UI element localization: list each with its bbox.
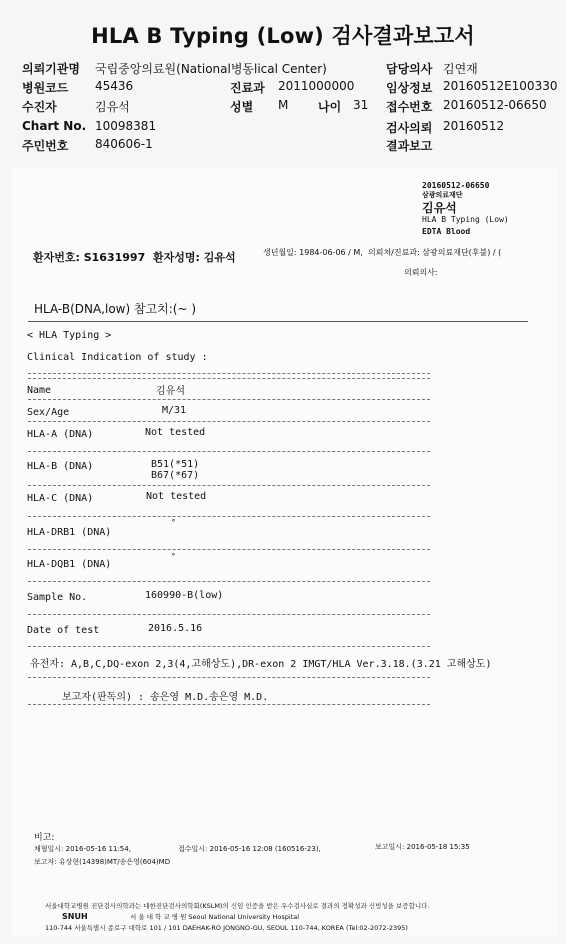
patient-dob: 생년월일: 1984-06-06 / M, xyxy=(263,248,363,257)
chart-no-label: Chart No. xyxy=(22,119,87,133)
examinee-label: 수진자 xyxy=(22,100,57,114)
dept-value: 2011000000 xyxy=(278,79,355,93)
row-divider xyxy=(28,646,430,647)
row-divider xyxy=(28,614,430,615)
doctor-label: 담당의사 xyxy=(386,62,433,76)
row-label-sex-age: Sex/Age xyxy=(27,407,70,418)
row-value-name: 김유석 xyxy=(156,386,185,397)
request-org-label: 의뢰기관명 xyxy=(22,62,80,76)
clinical-indication: Clinical Indication of study : xyxy=(27,352,208,363)
result-report-label: 결과보고 xyxy=(386,139,433,153)
report-title: HLA B Typing (Low) 검사결과보고서 xyxy=(91,24,475,48)
request-org-value: 국립중앙의료원(National병동lical Center) xyxy=(95,62,327,76)
hospital-code-value: 45436 xyxy=(95,79,134,93)
row-divider xyxy=(28,373,430,374)
doctor-value: 김연재 xyxy=(443,62,478,76)
gene-locus-note: 유전자: A,B,C,DQ-exon 2,3(4,고해상도),DR-exon 2 IMGT/HLA Ver.3.18.(3.21 고해상도) xyxy=(30,659,492,670)
hospital-address: 110-744 서울특별시 종로구 대학로 101 / 101 DAEHAK-RO JONGNO-GU, SEOUL 110-744, KOREA (Tel:02-2072-2395) xyxy=(45,924,408,932)
row-label-hla-drb1: HLA-DRB1 (DNA) xyxy=(27,527,112,538)
section-heading: < HLA Typing > xyxy=(27,330,112,341)
row-divider xyxy=(28,549,430,550)
clinical-info-label: 임상정보 xyxy=(386,81,433,95)
title-divider xyxy=(28,321,528,322)
receipt-no-value: 20160512-06650 xyxy=(443,98,547,112)
row-label-hla-dqb1: HLA-DQB1 (DNA) xyxy=(27,559,112,570)
sex-value: M xyxy=(278,98,289,112)
snuh-logo: SNUH xyxy=(62,912,88,921)
row-divider xyxy=(28,581,430,582)
row-label-name: Name xyxy=(27,385,52,396)
chart-no-value: 10098381 xyxy=(95,119,157,133)
sex-label: 성별 xyxy=(230,100,254,114)
row-divider xyxy=(28,451,430,452)
receipt-time: 접수일시: 2016-05-16 12:08 (160516-23), xyxy=(178,845,321,853)
row-value-hla-c: Not tested xyxy=(146,491,207,502)
row-label-hla-a: HLA-A (DNA) xyxy=(27,429,94,440)
specimen-number: 20160512-06650 xyxy=(422,181,490,190)
row-divider xyxy=(28,485,430,486)
age-value: 31 xyxy=(353,98,369,112)
dept-label: 진료과 xyxy=(230,81,265,95)
patient-name: 환자성명: 김유석 xyxy=(153,251,236,264)
specimen-patient: 김유석 xyxy=(422,201,457,215)
resident-no-label: 주민번호 xyxy=(22,139,69,153)
row-label-hla-c: HLA-C (DNA) xyxy=(27,493,94,504)
hospital-name: 서 울 대 학 교 병 원 Seoul National University Hospital xyxy=(130,913,300,921)
row-value-hla-drb1: ° xyxy=(171,518,176,527)
requesting-doctor: 의뢰의사: xyxy=(404,268,438,277)
reporters: 보고자: 유상현(14398)MT/송은영(604)MD xyxy=(34,858,171,866)
test-request-value: 20160512 xyxy=(443,119,505,133)
specimen-test: HLA B Typing (Low) xyxy=(422,215,509,224)
row-divider xyxy=(28,399,430,400)
scanned-result-page xyxy=(12,168,558,936)
row-value-hla-a: Not tested xyxy=(145,427,206,438)
row-label-hla-b: HLA-B (DNA) xyxy=(27,461,94,472)
collection-time: 채혈일시: 2016-05-16 11:54, xyxy=(34,845,131,853)
specimen-lab: 삼광의료재단 xyxy=(422,191,463,199)
resident-no-value: 840606-1 xyxy=(95,137,153,151)
row-value-hla-b-allele1: B51(*51) xyxy=(151,459,200,470)
examinee-value: 김유석 xyxy=(95,100,130,114)
row-value-sample-no: 160990-B(low) xyxy=(145,590,224,601)
specimen-type: EDTA Blood xyxy=(422,227,471,236)
row-divider xyxy=(28,421,430,422)
patient-referral: 의뢰처/진료과: 삼광의료재단(후불) / ( xyxy=(368,248,502,257)
remarks-label: 비고: xyxy=(34,833,55,843)
hospital-code-label: 병원코드 xyxy=(22,81,69,95)
row-value-date-of-test: 2016.5.16 xyxy=(148,623,203,634)
row-label-date-of-test: Date of test xyxy=(27,625,100,636)
receipt-no-label: 접수번호 xyxy=(386,100,433,114)
row-value-sex-age: M/31 xyxy=(162,405,187,416)
row-divider xyxy=(28,516,430,517)
age-label: 나이 xyxy=(318,100,342,114)
row-divider xyxy=(28,677,430,678)
patient-number: 환자번호: S1631997 xyxy=(33,251,146,264)
certification-text: 서울대학교병원 진단검사의학과는 대한진단검사의학회(KSLM)의 신임 인증을 받은 우수검사실로 결과의 정확성과 신빙성을 보증합니다. xyxy=(45,902,430,910)
test-request-label: 검사의뢰 xyxy=(386,121,433,135)
row-divider xyxy=(28,378,430,379)
row-label-sample-no: Sample No. xyxy=(27,592,88,603)
report-time: 보고일시: 2016-05-18 15:35 xyxy=(375,843,470,851)
row-value-hla-dqb1: ° xyxy=(171,552,176,561)
row-value-hla-b-allele2: B67(*67) xyxy=(151,470,200,481)
clinical-info-value: 20160512E100330 xyxy=(443,79,558,93)
test-title: HLA-B(DNA,low) 참고치:(~ ) xyxy=(34,302,197,316)
reporter-line: 보고자(판독의) : 송은영 M.D.송은영 M.D. xyxy=(62,692,269,703)
row-divider xyxy=(28,704,430,705)
